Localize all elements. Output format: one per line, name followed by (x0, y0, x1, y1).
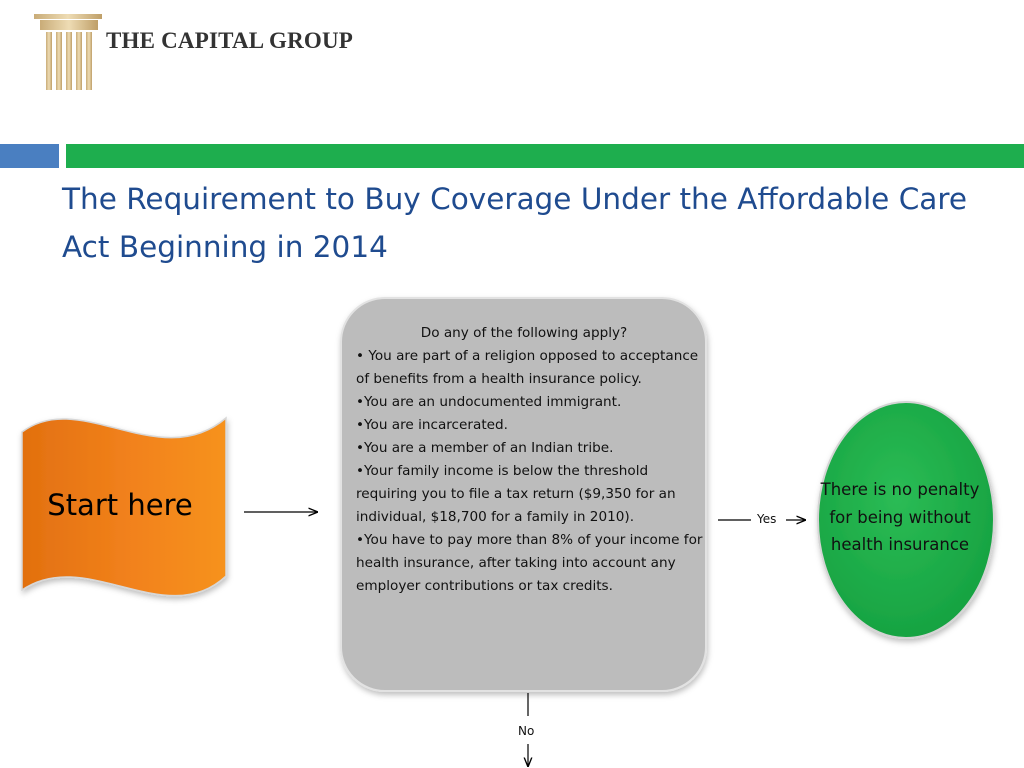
decision-item: •Your family income is below the threshold requiring you to file a tax return ($9,350 for an individual, $18,700 for a family in 2010). (356, 463, 676, 525)
decision-question: Do any of the following apply? (420, 325, 628, 341)
yes-label: Yes (757, 512, 777, 526)
decision-item: •You have to pay more than 8% of your income for health insurance, after taking into account any employer contributions or tax credits. (356, 532, 703, 594)
no-label: No (518, 724, 535, 738)
decision-item: • You are part of a religion opposed to acceptance of benefits from a health insurance policy. (356, 348, 699, 387)
outcome-text: There is no penalty for being without health insurance (820, 480, 980, 554)
decision-item: •You are a member of an Indian tribe. (356, 440, 614, 456)
decision-item: •You are incarcerated. (356, 417, 508, 433)
decision-item: •You are an undocumented immigrant. (356, 394, 622, 410)
logo-text: THE CAPITAL GROUP (106, 28, 354, 53)
slide-title: The Requirement to Buy Coverage Under the Affordable Care Act Beginning in 2014 (62, 182, 967, 264)
decision-text (356, 322, 704, 598)
start-label: Start here (47, 488, 193, 522)
